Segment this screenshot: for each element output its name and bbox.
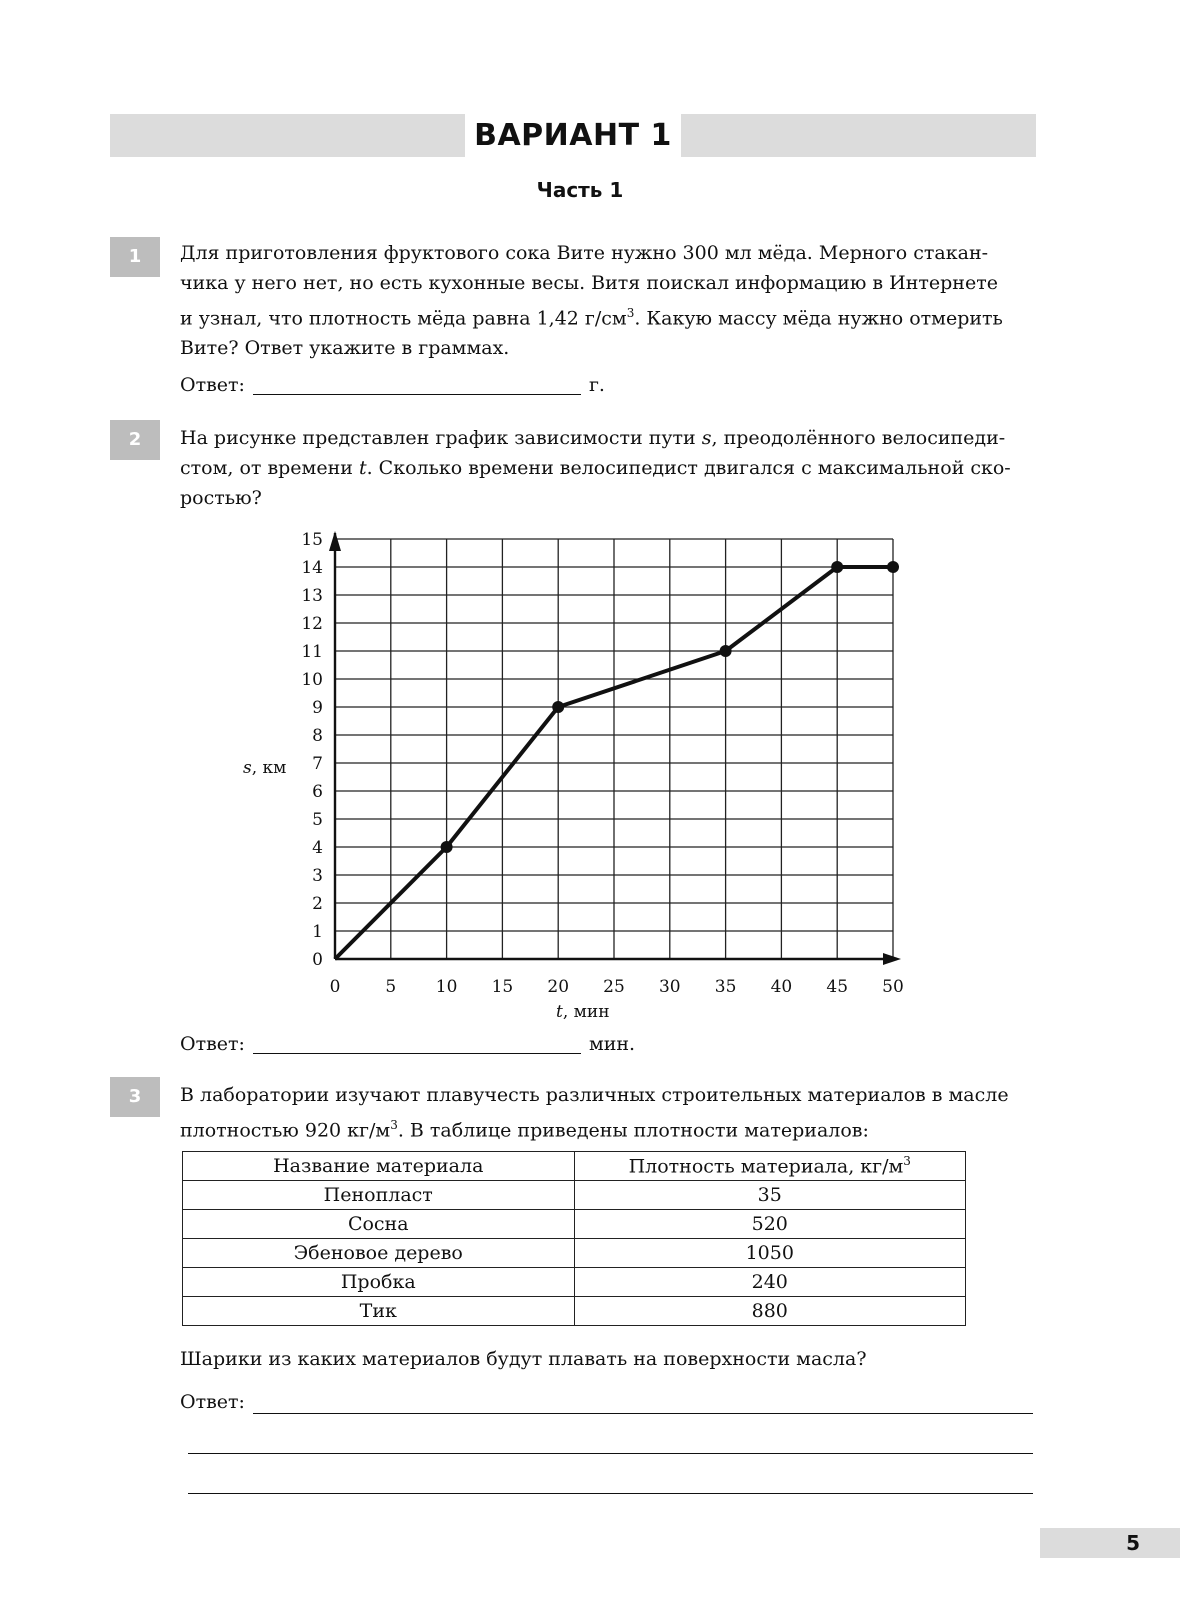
table-row: Пенопласт 35 <box>183 1181 966 1210</box>
y-tick-label: 5 <box>312 810 323 830</box>
chart-series <box>335 561 899 959</box>
table-row: Пробка 240 <box>183 1268 966 1297</box>
data-point <box>552 701 564 713</box>
y-tick-label: 12 <box>301 614 323 634</box>
y-tick-label: 8 <box>312 726 323 746</box>
materials-table <box>182 1151 966 1326</box>
table-header-row <box>183 1152 966 1181</box>
x-tick-label: 20 <box>547 977 570 997</box>
table-row: Эбеновое дерево 1050 <box>183 1239 966 1268</box>
answer-3-line-1[interactable] <box>253 1413 1033 1414</box>
chart-axes <box>329 531 901 965</box>
answer-2-field[interactable] <box>253 1033 581 1054</box>
y-tick-label: 15 <box>301 530 323 550</box>
y-axis-label: s, км <box>243 758 287 778</box>
y-tick-label: 14 <box>301 558 323 578</box>
x-tick-label: 35 <box>714 977 737 997</box>
x-tick-label: 50 <box>882 977 904 997</box>
y-tick-label: 10 <box>301 670 323 690</box>
x-tick-label: 5 <box>385 977 397 997</box>
y-tick-label: 13 <box>301 586 323 606</box>
data-point <box>441 841 453 853</box>
y-tick-label: 9 <box>312 698 323 718</box>
question-1-number: 1 <box>110 237 160 277</box>
y-tick-label: 4 <box>312 838 323 858</box>
table-header-density: Плотность материала, $кг/м^3$ <box>574 1152 966 1181</box>
variant-title: ВАРИАНТ 1 <box>465 106 681 166</box>
x-axis-label: t, мин <box>556 1002 610 1022</box>
y-axis-arrow-icon <box>329 531 341 551</box>
chart-grid <box>335 539 893 959</box>
x-tick-label: 15 <box>491 977 514 997</box>
question-2-number: 2 <box>110 420 160 460</box>
y-tick-label: 6 <box>312 782 323 802</box>
y-tick-label: 1 <box>312 922 323 942</box>
x-tick-label: 45 <box>826 977 849 997</box>
question-3-prompt: Шарики из каких материалов будут плавать на поверхности масла? <box>180 1348 867 1370</box>
y-tick-label: 7 <box>312 754 323 774</box>
x-axis-arrow-icon <box>883 953 901 965</box>
x-tick-label: 40 <box>770 977 793 997</box>
part-title: Часть 1 <box>536 178 624 202</box>
y-tick-label: 3 <box>312 866 323 886</box>
y-tick-label: 0 <box>312 950 323 970</box>
question-3-text: В лаборатории изучают плавучесть различных строительных материалов в масле плотностью 920 $кг/м^3$. В таблице приведены плотности материалов: <box>180 1084 1009 1142</box>
answer-3-line-3[interactable] <box>188 1493 1033 1494</box>
question-1-text: Для приготовления фруктового сока Вите нужно 300 мл мёда. Мерного стакан- чика у него нет, но есть кухонные весы. Витя поискал информацию в Интернете и узнал, что плотность мёда равна 1,42 $г/см^3$. Какую массу мёда нужно отмерить Вите? Ответ укажите в граммах. <box>180 242 1003 360</box>
page-number: 5 <box>1040 1528 1180 1558</box>
answer-3-line-2[interactable] <box>188 1453 1033 1454</box>
x-tick-label: 25 <box>603 977 625 997</box>
x-tick-label: 0 <box>329 977 341 997</box>
x-tick-label: 30 <box>658 977 681 997</box>
table-row: Сосна 520 <box>183 1210 966 1239</box>
question-1-answer: Ответ: г. <box>180 374 605 396</box>
data-point <box>720 645 732 657</box>
y-tick-labels <box>301 530 323 970</box>
x-tick-label: 10 <box>435 977 458 997</box>
table-header-name: Название материала <box>183 1152 575 1181</box>
y-tick-label: 2 <box>312 894 323 914</box>
table-row: Тик 880 <box>183 1297 966 1326</box>
question-3-number: 3 <box>110 1077 160 1117</box>
y-tick-label: 11 <box>301 642 323 662</box>
data-point <box>887 561 899 573</box>
question-3-answer: Ответ: <box>180 1391 245 1413</box>
question-2-text: На рисунке представлен график зависимости пути s, преодолённого велосипеди- стом, от времени t. Сколько времени велосипедист двигался с максимальной ско- ростью? <box>180 427 1011 509</box>
x-tick-labels <box>330 977 904 997</box>
question-2-answer: Ответ: мин. <box>180 1033 636 1055</box>
data-point <box>831 561 843 573</box>
